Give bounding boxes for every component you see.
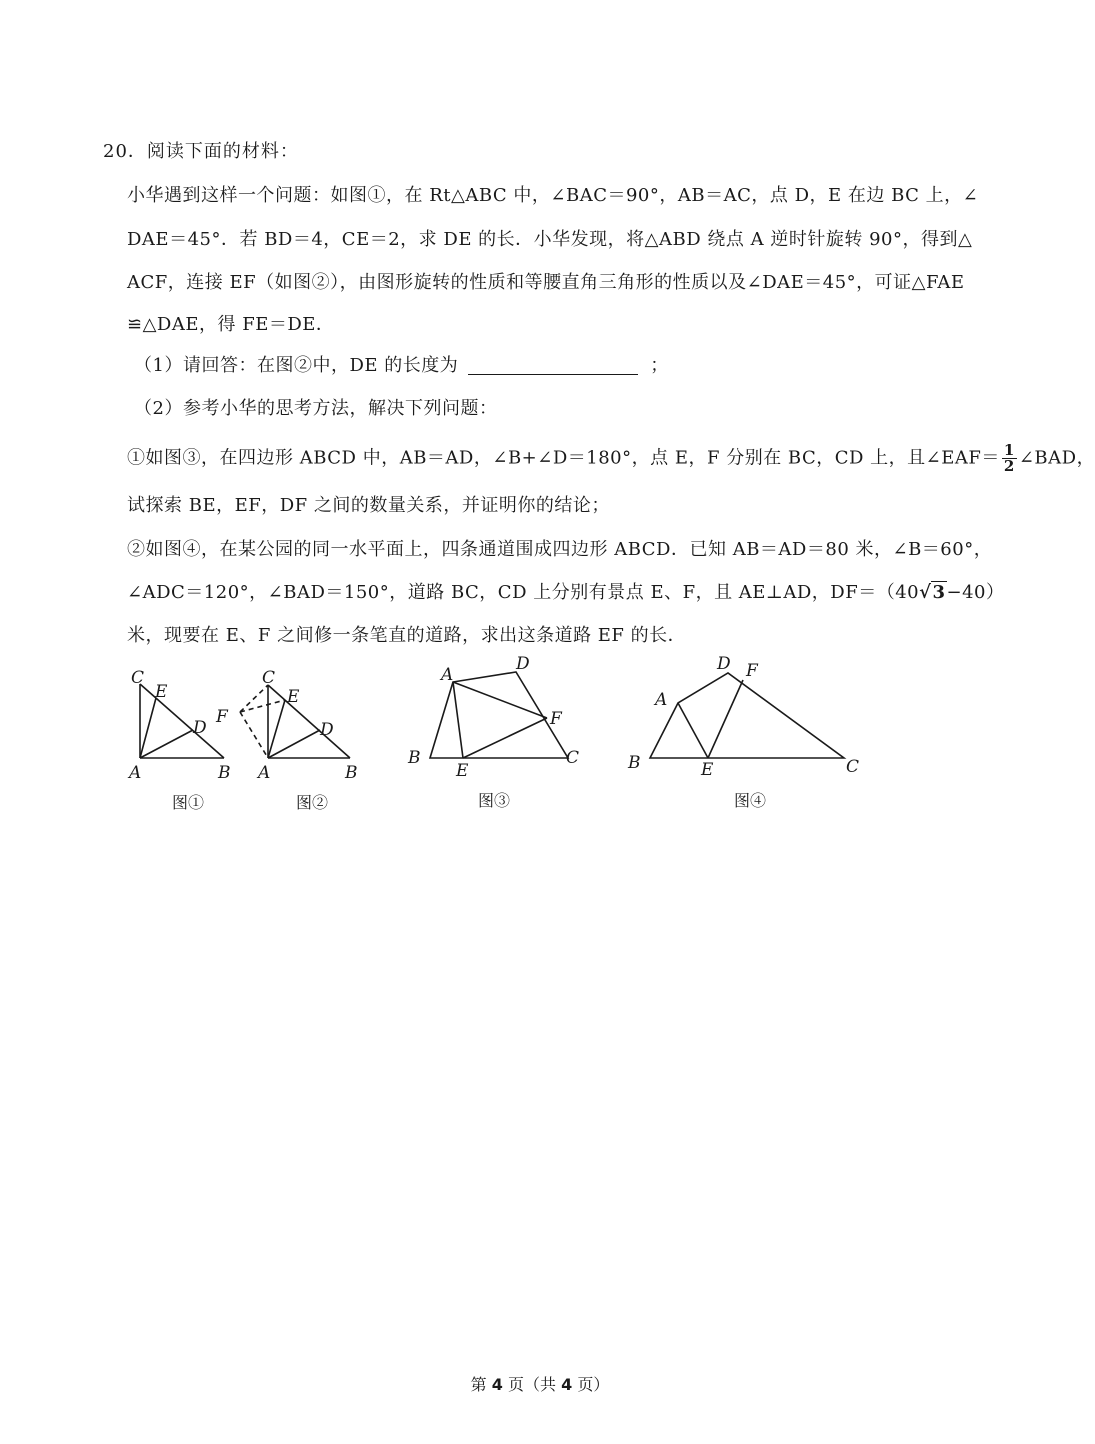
fig4-caption: 图④ (734, 791, 767, 810)
fig3-segment-ef (463, 718, 547, 758)
fig1-label-c: C (131, 668, 145, 688)
footer-prefix: 第 (470, 1375, 492, 1394)
figure-4 (650, 673, 844, 758)
fig3-label-d: D (516, 654, 530, 674)
sub1-line-2: 试探索 BE，EF，DF 之间的数量关系，并证明你的结论； (127, 495, 610, 516)
part1-prompt (134, 351, 669, 377)
question-title: 20．阅读下面的材料： (103, 141, 299, 162)
material-line-3: ACF，连接 EF（如图②），由图形旋转的性质和等腰直角三角形的性质以及∠DAE＝45°，可证△FAE (127, 272, 965, 293)
sub1-line-1 (127, 443, 1095, 474)
figure-1 (140, 684, 224, 758)
fig3-label-e: E (456, 761, 469, 781)
fig4-label-d: D (717, 654, 731, 674)
fig1-label-e: E (155, 682, 168, 702)
fig3-label-f: F (550, 709, 562, 729)
fig3-caption: 图③ (478, 791, 511, 810)
fig1-segment-cb (140, 684, 224, 758)
fig3-label-b: B (408, 748, 421, 768)
footer-page-number: 4 (491, 1375, 503, 1394)
sqrt-expression: √3 (919, 582, 946, 603)
fig3-label-c: C (566, 748, 580, 768)
fig2-segment-ae (268, 700, 285, 758)
fig1-caption: 图① (172, 793, 205, 812)
radicand: 3 (932, 582, 946, 603)
sub2-line-3: 米，现要在 E、F 之间修一条笔直的道路，求出这条道路 EF 的长． (127, 625, 687, 646)
sub2-text: ∠ADC＝120°，∠BAD＝150°，道路 BC，CD 上分别有景点 E、F，且 AE⊥AD，DF＝（40 (127, 582, 920, 603)
fig1-label-d: D (193, 718, 207, 738)
fig3-label-a: A (441, 665, 454, 685)
fig1-label-a: A (129, 763, 142, 783)
footer-total-pages: 4 (561, 1375, 573, 1394)
fig2-dashed-fc (240, 685, 268, 712)
footer-middle: 页（共 (502, 1375, 562, 1394)
fig2-segment-cb (268, 685, 350, 758)
fig1-label-b: B (218, 763, 231, 783)
part2-prompt: （2）参考小华的思考方法，解决下列问题： (134, 398, 498, 419)
fig1-segment-ae (140, 698, 156, 758)
fig4-quadrilateral-abcd (650, 673, 844, 758)
fraction-numerator: 1 (1003, 441, 1015, 459)
fig2-label-b: B (345, 763, 358, 783)
fraction-denominator: 2 (1003, 457, 1015, 475)
fig2-label-d: D (320, 720, 334, 740)
page-footer (0, 1372, 1080, 1395)
geometry-figures (0, 650, 1080, 820)
fig4-label-c: C (846, 757, 860, 777)
fig3-segment-ae (453, 682, 463, 758)
fig4-label-e: E (701, 760, 714, 780)
fig2-label-a: A (258, 763, 271, 783)
answer-blank[interactable] (468, 356, 638, 375)
material-line-1: 小华遇到这样一个问题：如图①，在 Rt△ABC 中，∠BAC＝90°，AB＝AC，点 D，E 在边 BC 上，∠ (127, 185, 979, 206)
sub1-text: ①如图③，在四边形 ABCD 中，AB＝AD，∠B+∠D＝180°，点 E，F 分别在 BC，CD 上，且∠EAF＝ (127, 447, 1000, 469)
sub2-line-2 (127, 578, 1005, 604)
fig2-label-f: F (216, 707, 228, 727)
sub2-line-1: ②如图④，在某公园的同一水平面上，四条通道围成四边形 ABCD．已知 AB＝AD＝80 米，∠B＝60°， (127, 539, 993, 560)
half-fraction (1002, 443, 1017, 474)
fig2-dashed-fa (240, 712, 268, 758)
part1-text: （1）请回答：在图②中，DE 的长度为 (134, 355, 459, 376)
material-line-4: ≌△DAE，得 FE＝DE． (127, 314, 335, 335)
fig2-label-e: E (287, 687, 300, 707)
sub1-tail: ∠BAD， (1018, 447, 1095, 469)
fig4-label-f: F (746, 661, 758, 681)
fig4-label-a: A (655, 690, 668, 710)
sub2-tail: −40） (946, 582, 1005, 603)
material-line-2: DAE＝45°．若 BD＝4，CE＝2，求 DE 的长．小华发现，将△ABD 绕点 A 逆时针旋转 90°，得到△ (127, 229, 973, 250)
fig1-segment-ad (140, 730, 193, 758)
fig2-caption: 图② (296, 793, 329, 812)
fig4-label-b: B (628, 753, 641, 773)
footer-suffix: 页） (572, 1375, 610, 1394)
part1-end: ； (650, 355, 669, 376)
fig4-segment-ae (678, 703, 708, 758)
fig4-segment-ef (708, 680, 743, 758)
fig2-label-c: C (262, 668, 276, 688)
